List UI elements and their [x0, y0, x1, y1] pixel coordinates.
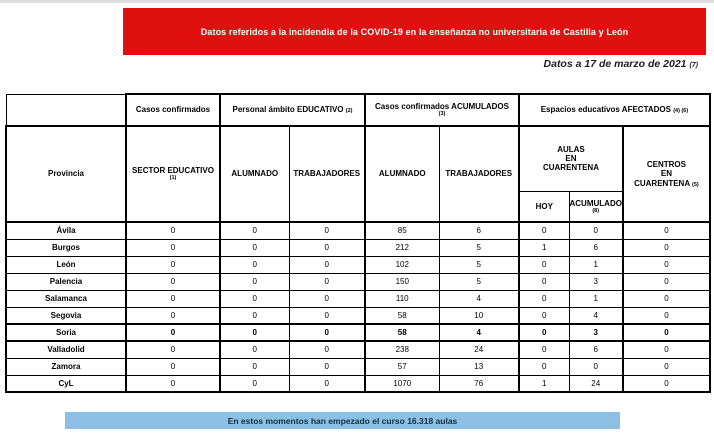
header-provincia: Provincia [6, 126, 126, 222]
value-cell: 0 [289, 256, 365, 273]
value-cell: 0 [623, 222, 710, 239]
centros-note: (5) [692, 181, 699, 188]
table-row [6, 290, 710, 307]
header-personal-ambito: Personal ámbito EDUCATIVO (2) [220, 94, 365, 126]
table-row [6, 341, 710, 358]
value-cell: 0 [220, 375, 289, 392]
value-cell: 0 [126, 239, 220, 256]
value-cell: 0 [623, 273, 710, 290]
header-acumulado: ACUMULADO (8) [569, 191, 623, 222]
value-cell: 102 [365, 256, 439, 273]
table-row [6, 358, 710, 375]
province-cell: León [6, 256, 126, 273]
value-cell: 4 [569, 307, 623, 324]
covid-incidence-table [5, 93, 711, 393]
value-cell: 6 [569, 341, 623, 358]
value-cell: 110 [365, 290, 439, 307]
header-alumnado-acumulados: ALUMNADO [365, 126, 439, 222]
value-cell: 0 [289, 239, 365, 256]
date-superscript: (7) [689, 62, 698, 69]
value-cell: 0 [289, 290, 365, 307]
value-cell: 6 [569, 239, 623, 256]
value-cell: 0 [289, 273, 365, 290]
acumulado-note: (8) [592, 207, 600, 214]
header-casos-confirmados: Casos confirmados [126, 94, 220, 126]
value-cell: 85 [365, 222, 439, 239]
table-row [6, 307, 710, 324]
value-cell: 0 [220, 307, 289, 324]
value-cell: 3 [569, 324, 623, 341]
value-cell: 24 [439, 341, 519, 358]
header-sector-educativo: SECTOR EDUCATIVO (1) [126, 126, 220, 222]
value-cell: 24 [569, 375, 623, 392]
value-cell: 0 [289, 307, 365, 324]
value-cell: 0 [220, 239, 289, 256]
top-divider [0, 0, 714, 3]
value-cell: 0 [126, 290, 220, 307]
value-cell: 5 [439, 256, 519, 273]
value-cell: 0 [519, 358, 569, 375]
value-cell: 1 [519, 239, 569, 256]
header-trabajadores-personal: TRABAJADORES [289, 126, 365, 222]
value-cell: 0 [126, 324, 220, 341]
value-cell: 0 [623, 324, 710, 341]
value-cell: 76 [439, 375, 519, 392]
value-cell: 5 [439, 273, 519, 290]
value-cell: 0 [220, 222, 289, 239]
province-cell: Valladolid [6, 341, 126, 358]
value-cell: 58 [365, 307, 439, 324]
value-cell: 0 [220, 324, 289, 341]
header-group-row [6, 94, 710, 126]
value-cell: 0 [126, 273, 220, 290]
value-cell: 1 [569, 256, 623, 273]
province-cell: Segovia [6, 307, 126, 324]
personal-note: (2) [345, 108, 353, 115]
province-cell: Soria [6, 324, 126, 341]
value-cell: 4 [439, 324, 519, 341]
value-cell: 0 [623, 307, 710, 324]
value-cell: 0 [519, 256, 569, 273]
value-cell: 0 [623, 341, 710, 358]
table-row [6, 222, 710, 239]
value-cell: 1070 [365, 375, 439, 392]
province-cell: CyL [6, 375, 126, 392]
value-cell: 5 [439, 239, 519, 256]
header-hoy: HOY [519, 191, 569, 222]
table-body [6, 222, 710, 392]
value-cell: 0 [289, 341, 365, 358]
value-cell: 0 [289, 358, 365, 375]
value-cell: 0 [220, 256, 289, 273]
value-cell: 10 [439, 307, 519, 324]
value-cell: 6 [439, 222, 519, 239]
value-cell: 150 [365, 273, 439, 290]
footer-text: En estos momentos han empezado el curso 16.318 aulas [227, 415, 458, 426]
value-cell: 0 [623, 375, 710, 392]
table-row [6, 273, 710, 290]
header-centros-cuarentena: CENTROS EN CUARENTENA (5) [623, 126, 710, 222]
value-cell: 0 [126, 341, 220, 358]
header-aulas-cuarentena: AULAS EN CUARENTENA [519, 126, 623, 191]
value-cell: 0 [126, 222, 220, 239]
value-cell: 3 [569, 273, 623, 290]
value-cell: 1 [569, 290, 623, 307]
value-cell: 0 [519, 324, 569, 341]
value-cell: 0 [220, 290, 289, 307]
value-cell: 0 [289, 375, 365, 392]
table-row [6, 239, 710, 256]
value-cell: 0 [519, 222, 569, 239]
value-cell: 0 [623, 239, 710, 256]
espacios-note: (4) (6) [673, 108, 689, 115]
footer-banner [65, 412, 620, 429]
value-cell: 212 [365, 239, 439, 256]
value-cell: 1 [519, 375, 569, 392]
value-cell: 0 [126, 307, 220, 324]
corner-blank-cell [6, 94, 126, 126]
value-cell: 0 [220, 358, 289, 375]
page-title: Datos referidos a la incidendia de la COVID-19 en la enseñanza no universitaria de Castilla y León [200, 26, 629, 37]
value-cell: 57 [365, 358, 439, 375]
value-cell: 0 [519, 341, 569, 358]
table-row [6, 256, 710, 273]
province-cell: Burgos [6, 239, 126, 256]
province-cell: Ávila [6, 222, 126, 239]
value-cell: 0 [289, 222, 365, 239]
header-casos-acumulados: Casos confirmados ACUMULADOS (3) [365, 94, 519, 126]
value-cell: 0 [623, 358, 710, 375]
header-espacios-afectados: Espacios educativos AFECTADOS (4) (6) [519, 94, 710, 126]
date-text: Datos a 17 de marzo de 2021 [543, 58, 687, 70]
value-cell: 0 [519, 307, 569, 324]
value-cell: 13 [439, 358, 519, 375]
value-cell: 0 [220, 341, 289, 358]
value-cell: 58 [365, 324, 439, 341]
value-cell: 0 [623, 290, 710, 307]
header-sub-row [6, 126, 710, 191]
value-cell: 0 [623, 256, 710, 273]
date-line [298, 58, 698, 70]
value-cell: 0 [519, 290, 569, 307]
value-cell: 238 [365, 341, 439, 358]
title-banner [123, 8, 706, 55]
header-alumnado-personal: ALUMNADO [220, 126, 289, 222]
value-cell: 0 [126, 256, 220, 273]
value-cell: 0 [519, 273, 569, 290]
value-cell: 0 [126, 375, 220, 392]
table-row [6, 375, 710, 392]
province-cell: Palencia [6, 273, 126, 290]
sector-note: (1) [169, 175, 177, 182]
acumulados-note: (3) [438, 111, 446, 118]
province-cell: Salamanca [6, 290, 126, 307]
table-row [6, 324, 710, 341]
value-cell: 0 [569, 222, 623, 239]
value-cell: 0 [126, 358, 220, 375]
value-cell: 4 [439, 290, 519, 307]
value-cell: 0 [289, 324, 365, 341]
province-cell: Zamora [6, 358, 126, 375]
value-cell: 0 [220, 273, 289, 290]
header-trabajadores-acumulados: TRABAJADORES [439, 126, 519, 222]
value-cell: 0 [569, 358, 623, 375]
